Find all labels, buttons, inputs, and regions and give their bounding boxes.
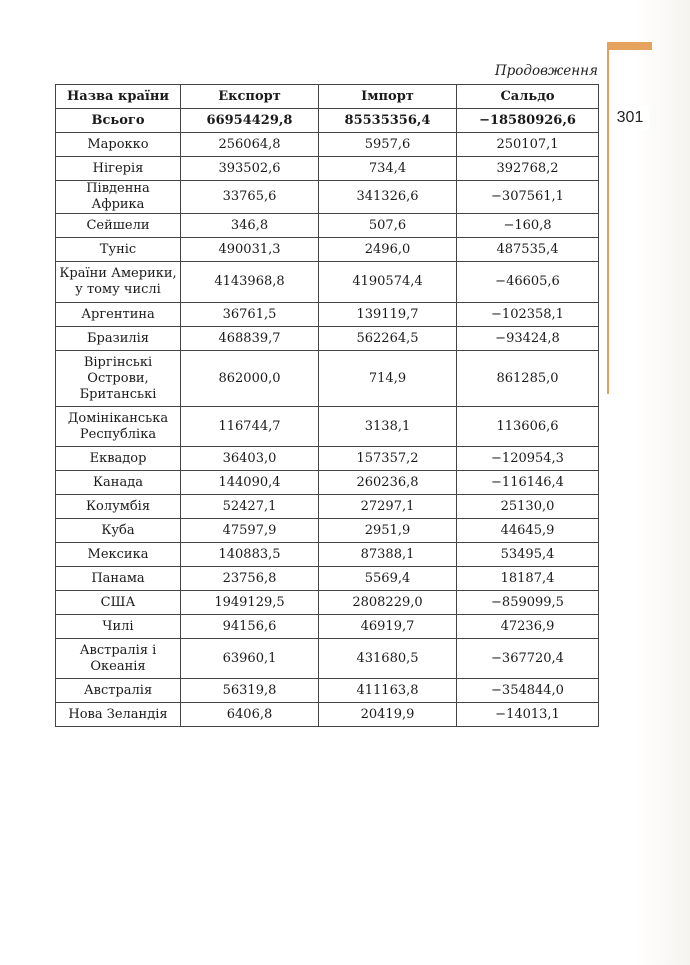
cell-import: 507,6	[319, 214, 457, 238]
cell-export: 52427,1	[181, 495, 319, 519]
cell-country: Віргінські Острови, Британські	[56, 351, 181, 407]
cell-export: 468839,7	[181, 327, 319, 351]
cell-country: Всього	[56, 109, 181, 133]
cell-country: Домініканська Республіка	[56, 407, 181, 447]
cell-import: 20419,9	[319, 703, 457, 727]
cell-import: 260236,8	[319, 471, 457, 495]
table-row	[56, 679, 599, 703]
cell-country: Марокко	[56, 133, 181, 157]
cell-country: Еквадор	[56, 447, 181, 471]
cell-balance: 861285,0	[457, 351, 599, 407]
page-number: 301	[611, 106, 649, 130]
cell-country: Панама	[56, 567, 181, 591]
cell-import: 411163,8	[319, 679, 457, 703]
cell-country: Сейшели	[56, 214, 181, 238]
table-row	[56, 157, 599, 181]
cell-balance: −46605,6	[457, 262, 599, 303]
cell-export: 393502,6	[181, 157, 319, 181]
table-row	[56, 214, 599, 238]
cell-import: 2808229,0	[319, 591, 457, 615]
cell-export: 490031,3	[181, 238, 319, 262]
cell-import: 562264,5	[319, 327, 457, 351]
cell-import: 87388,1	[319, 543, 457, 567]
cell-export: 94156,6	[181, 615, 319, 639]
cell-balance: −160,8	[457, 214, 599, 238]
cell-balance: −354844,0	[457, 679, 599, 703]
cell-export: 47597,9	[181, 519, 319, 543]
cell-country: Колумбія	[56, 495, 181, 519]
cell-export: 1949129,5	[181, 591, 319, 615]
table-row	[56, 327, 599, 351]
cell-balance: 25130,0	[457, 495, 599, 519]
table-row	[56, 591, 599, 615]
table-row	[56, 615, 599, 639]
cell-balance: 250107,1	[457, 133, 599, 157]
cell-export: 256064,8	[181, 133, 319, 157]
cell-balance: −367720,4	[457, 639, 599, 679]
table-row	[56, 447, 599, 471]
cell-balance: 113606,6	[457, 407, 599, 447]
table-row	[56, 133, 599, 157]
cell-balance: 44645,9	[457, 519, 599, 543]
cell-export: 862000,0	[181, 351, 319, 407]
cell-import: 3138,1	[319, 407, 457, 447]
cell-country: Канада	[56, 471, 181, 495]
cell-import: 5569,4	[319, 567, 457, 591]
cell-country: Нігерія	[56, 157, 181, 181]
cell-export: 346,8	[181, 214, 319, 238]
cell-balance: −859099,5	[457, 591, 599, 615]
table-row	[56, 407, 599, 447]
cell-import: 2496,0	[319, 238, 457, 262]
cell-country: Південна Африка	[56, 181, 181, 214]
cell-country: Нова Зеландія	[56, 703, 181, 727]
table-row	[56, 303, 599, 327]
cell-import: 157357,2	[319, 447, 457, 471]
table-row	[56, 471, 599, 495]
cell-import: 4190574,4	[319, 262, 457, 303]
continuation-label: Продовження	[494, 63, 598, 79]
cell-export: 56319,8	[181, 679, 319, 703]
cell-balance: 487535,4	[457, 238, 599, 262]
cell-import: 734,4	[319, 157, 457, 181]
cell-country: Куба	[56, 519, 181, 543]
table-row	[56, 543, 599, 567]
cell-import: 27297,1	[319, 495, 457, 519]
cell-export: 66954429,8	[181, 109, 319, 133]
cell-balance: 53495,4	[457, 543, 599, 567]
cell-balance: −18580926,6	[457, 109, 599, 133]
cell-export: 33765,6	[181, 181, 319, 214]
cell-import: 2951,9	[319, 519, 457, 543]
cell-export: 23756,8	[181, 567, 319, 591]
table-row	[56, 703, 599, 727]
cell-country: Чилі	[56, 615, 181, 639]
header-balance: Сальдо	[457, 85, 599, 109]
cell-balance: −120954,3	[457, 447, 599, 471]
page-number-tab	[607, 42, 652, 394]
trade-table	[55, 84, 599, 727]
cell-import: 139119,7	[319, 303, 457, 327]
cell-balance: 392768,2	[457, 157, 599, 181]
cell-balance: 47236,9	[457, 615, 599, 639]
cell-balance: −14013,1	[457, 703, 599, 727]
cell-import: 431680,5	[319, 639, 457, 679]
cell-export: 140883,5	[181, 543, 319, 567]
cell-export: 144090,4	[181, 471, 319, 495]
cell-balance: −307561,1	[457, 181, 599, 214]
header-country: Назва країни	[56, 85, 181, 109]
cell-import: 5957,6	[319, 133, 457, 157]
cell-balance: −93424,8	[457, 327, 599, 351]
cell-country: Туніс	[56, 238, 181, 262]
cell-country: Аргентина	[56, 303, 181, 327]
cell-balance: 18187,4	[457, 567, 599, 591]
cell-export: 63960,1	[181, 639, 319, 679]
cell-export: 36761,5	[181, 303, 319, 327]
table-row-total	[56, 109, 599, 133]
table-row	[56, 639, 599, 679]
cell-export: 4143968,8	[181, 262, 319, 303]
table-header-row	[56, 85, 599, 109]
cell-country: Мексика	[56, 543, 181, 567]
cell-country: США	[56, 591, 181, 615]
cell-export: 116744,7	[181, 407, 319, 447]
cell-balance: −102358,1	[457, 303, 599, 327]
table-row	[56, 351, 599, 407]
table-row	[56, 495, 599, 519]
cell-import: 714,9	[319, 351, 457, 407]
cell-export: 36403,0	[181, 447, 319, 471]
cell-country: Країни Америки, у тому числі	[56, 262, 181, 303]
cell-country: Австралія і Океанія	[56, 639, 181, 679]
cell-country: Австралія	[56, 679, 181, 703]
cell-import: 341326,6	[319, 181, 457, 214]
cell-export: 6406,8	[181, 703, 319, 727]
cell-balance: −116146,4	[457, 471, 599, 495]
header-import: Імпорт	[319, 85, 457, 109]
table-row	[56, 262, 599, 303]
table-row	[56, 238, 599, 262]
header-export: Експорт	[181, 85, 319, 109]
table-row	[56, 181, 599, 214]
cell-import: 85535356,4	[319, 109, 457, 133]
table-row	[56, 567, 599, 591]
table-row	[56, 519, 599, 543]
cell-import: 46919,7	[319, 615, 457, 639]
cell-country: Бразилія	[56, 327, 181, 351]
